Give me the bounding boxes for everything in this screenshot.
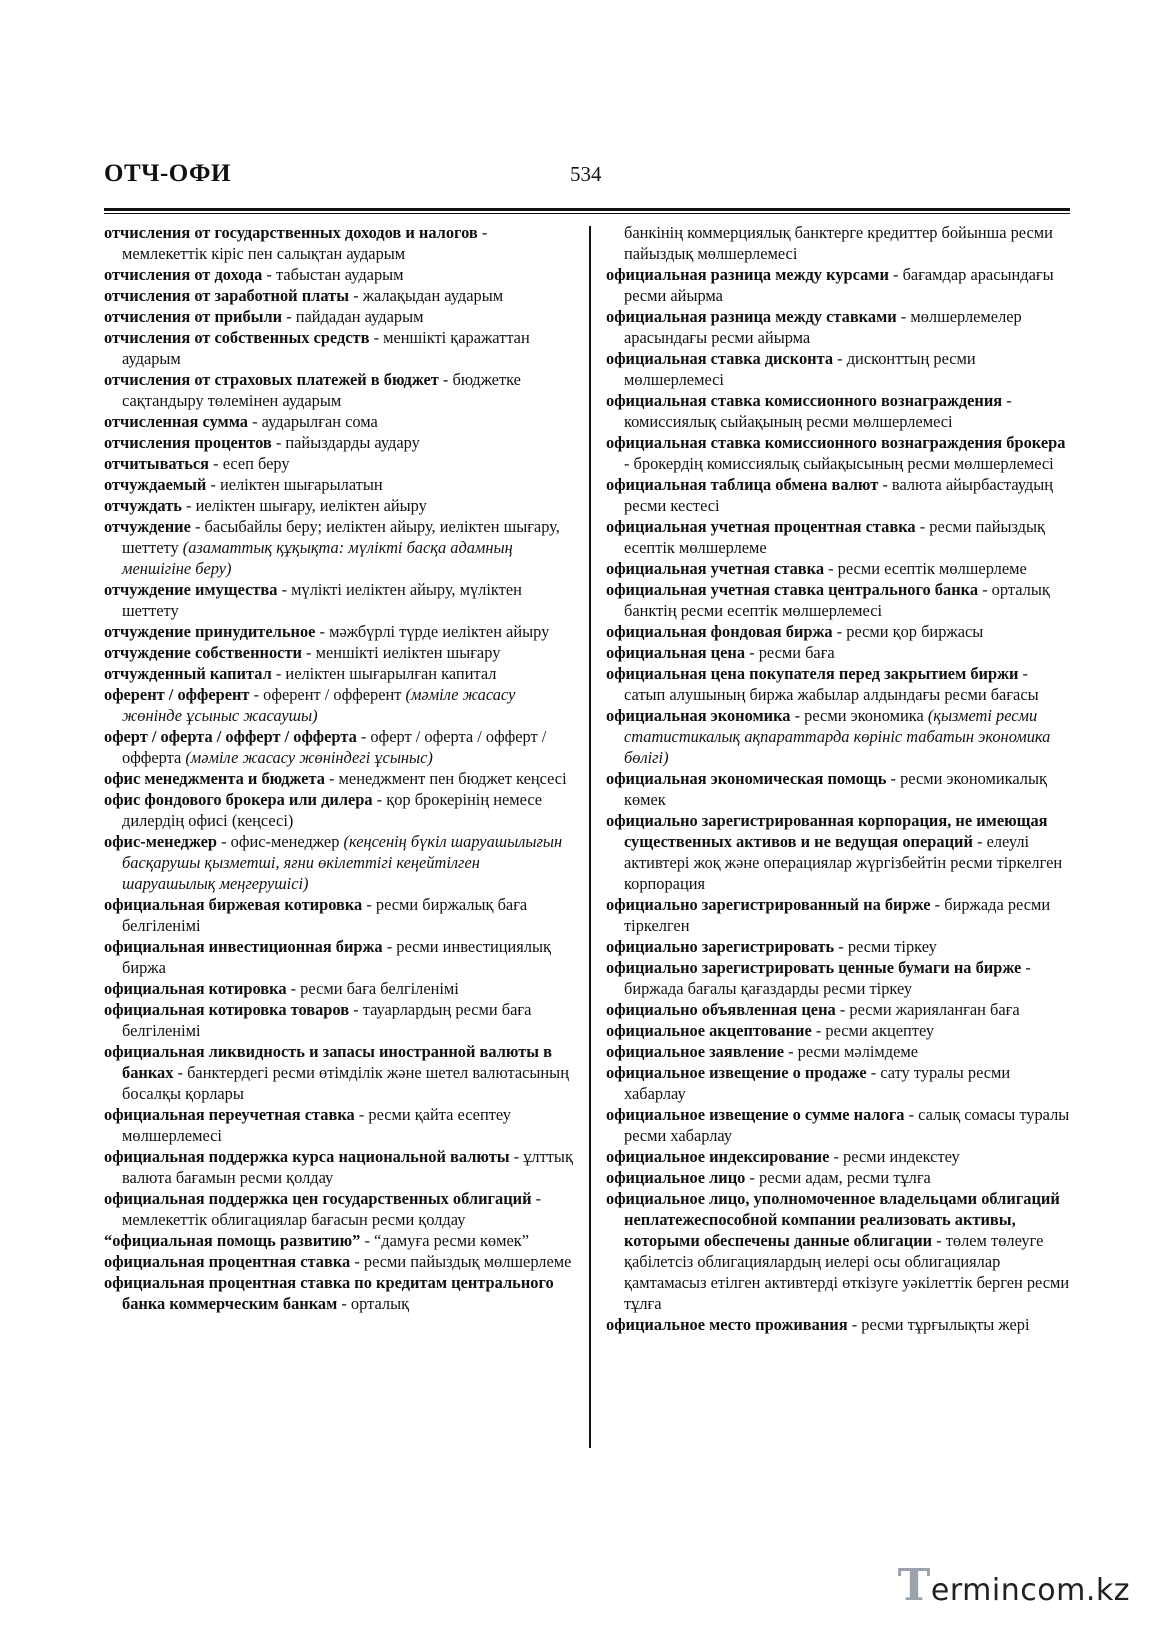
entry-term: официальная учетная ставка <box>606 559 825 578</box>
dictionary-entry <box>104 999 574 1041</box>
entry-term: офис менеджмента и бюджета <box>104 769 325 788</box>
dictionary-entry <box>606 1020 1070 1041</box>
dictionary-entry <box>104 663 574 684</box>
entry-definition: - мүлікті иеліктен айыру, мүліктен шеттету <box>122 580 522 620</box>
dictionary-entry <box>104 369 574 411</box>
dictionary-entry <box>104 1104 574 1146</box>
dictionary-entry <box>606 663 1070 705</box>
entry-definition: - ресми мәлімдеме <box>784 1042 919 1061</box>
entry-term: официально объявленная цена <box>606 1000 836 1019</box>
dictionary-entry <box>606 1146 1070 1167</box>
section-title: ОТЧ-ОФИ <box>104 160 231 187</box>
entry-term: официальное акцептование <box>606 1021 812 1040</box>
dictionary-entry <box>104 726 574 768</box>
entry-definition: - төлем төлеуге қабілетсіз облигациялардың иелері осы облигациялар қамтамасыз етілген активтерді өткізуге уәкілеттік берген ресми тұлға <box>624 1231 1070 1313</box>
entry-note: (мәміле жасасу жөніндегі ұсыныс) <box>185 748 433 767</box>
entry-definition: - жалақыдан аударым <box>349 286 504 305</box>
entry-term: официальная котировка <box>104 979 287 998</box>
entry-term: официальная экономическая помощь <box>606 769 887 788</box>
entry-term: отчуждение <box>104 517 191 536</box>
watermark-letter: T <box>897 1560 931 1611</box>
entry-definition: - бюджетке сақтандыру төлемінен аударым <box>122 370 521 410</box>
entry-definition: - иеліктен шығару, иеліктен айыру <box>181 496 427 515</box>
dictionary-entry <box>104 579 574 621</box>
entry-term: официальная поддержка курса национальной валюты <box>104 1147 510 1166</box>
entry-definition: - мемлекеттік облигациялар бағасын ресми қолдау <box>122 1189 542 1229</box>
dictionary-entry <box>606 705 1070 768</box>
entry-definition: - ресми акцептеу <box>811 1021 935 1040</box>
entry-term: отчисления от страховых платежей в бюджет <box>104 370 439 389</box>
entry-definition: - ресми экономикалық көмек <box>624 769 1047 809</box>
dictionary-entry <box>606 957 1070 999</box>
entry-definition: - менеджмент пен бюджет кеңсесі <box>324 769 567 788</box>
entry-definition: - ресми баға белгіленімі <box>286 979 459 998</box>
entry-definition: - ресми есептік мөлшерлеме <box>824 559 1027 578</box>
entry-term: официальная котировка товаров <box>104 1000 350 1019</box>
entry-definition: - мәжбүрлі түрде иеліктен айыру <box>315 622 550 641</box>
entry-term: отчисления от прибыли <box>104 307 283 326</box>
entry-definition: - офис-менеджер <box>217 832 344 851</box>
entry-term: официальное лицо, уполномоченное владельцами облигаций неплатежеспособной компании реализовать активы, которыми обеспечены данные облигации <box>606 1189 1060 1250</box>
dictionary-entry <box>606 1062 1070 1104</box>
entry-definition: - есеп беру <box>209 454 290 473</box>
entry-definition: - бағамдар арасындағы ресми айырма <box>624 265 1054 305</box>
entry-definition: - оферт / оферта / офферт / офферта <box>122 727 547 767</box>
entry-definition: - меншікті иеліктен шығару <box>301 643 501 662</box>
dictionary-entry <box>104 411 574 432</box>
dictionary-entry <box>104 285 574 306</box>
entry-definition: - дисконттың ресми мөлшерлемесі <box>624 349 976 389</box>
dictionary-entry <box>606 1041 1070 1062</box>
entry-definition: - оферент / офферент <box>249 685 406 704</box>
right-column <box>606 222 1070 1335</box>
dictionary-entry <box>104 1230 574 1251</box>
entry-definition: - пайдадан аударым <box>282 307 424 326</box>
dictionary-entry <box>104 768 574 789</box>
entry-term: официальная цена <box>606 643 746 662</box>
dictionary-entry <box>104 222 574 264</box>
entry-definition: - комиссиялық сыйақының ресми мөлшерлемесі <box>624 391 1012 431</box>
entry-definition: - банктердегі ресми өтімділік және шетел валютасының босалқы қорлары <box>122 1063 569 1103</box>
entry-definition: - биржада бағалы қағаздарды ресми тіркеу <box>624 958 1031 998</box>
entry-term: официальная процентная ставка <box>104 1252 351 1271</box>
entry-term: официальное индексирование <box>606 1147 830 1166</box>
entry-definition: - ресми тұрғылықты жері <box>847 1315 1030 1334</box>
dictionary-entry <box>104 1188 574 1230</box>
entry-definition: - қор брокерінің немесе дилердің офисі (кеңсесі) <box>122 790 543 830</box>
entry-term: отчужденный капитал <box>104 664 272 683</box>
entry-definition: - мөлшерлемелер арасындағы ресми айырма <box>624 307 1022 347</box>
entry-term: отчитываться <box>104 454 210 473</box>
entry-term: официально зарегистрированный на бирже <box>606 895 931 914</box>
entry-term: официальная ставка дисконта <box>606 349 834 368</box>
entry-definition: - ресми баға <box>745 643 835 662</box>
entry-term: официальная поддержка цен государственных облигаций <box>104 1189 532 1208</box>
dictionary-entry <box>606 306 1070 348</box>
entry-term: официально зарегистрировать ценные бумаги на бирже <box>606 958 1022 977</box>
entry-term: оферент / офферент <box>104 685 250 704</box>
entry-term: официально зарегистрированная корпорация, не имеющая существенных активов и не ведущая операций <box>606 811 1048 851</box>
watermark-name: ermincom <box>930 1573 1086 1608</box>
dictionary-entry <box>104 1251 574 1272</box>
entry-term: официальное извещение о сумме налога <box>606 1105 905 1124</box>
entry-term: официальная учетная ставка центрального банка <box>606 580 979 599</box>
dictionary-entry <box>104 432 574 453</box>
dictionary-entry <box>104 978 574 999</box>
entry-definition: - мемлекеттік кіріс пен салықтан аударым <box>122 223 488 263</box>
entry-term: отчисления от государственных доходов и налогов <box>104 223 478 242</box>
entry-definition: - ресми қайта есептеу мөлшерлемесі <box>122 1105 511 1145</box>
entry-definition: - ресми жарияланған баға <box>835 1000 1020 1019</box>
dictionary-entry <box>606 999 1070 1020</box>
entry-term: отчисления от дохода <box>104 265 263 284</box>
entry-note: (мәміле жасасу жөнінде ұсыныс жасаушы) <box>122 685 516 725</box>
dictionary-entry <box>104 516 574 579</box>
entry-definition: - табыстан аударым <box>262 265 404 284</box>
dictionary-entry <box>606 432 1070 474</box>
dictionary-entry <box>104 684 574 726</box>
entry-note: (азаматтық құқықта: мүлікті басқа адамның меншігіне беру) <box>122 538 513 578</box>
entry-term: официальная учетная процентная ставка <box>606 517 916 536</box>
dictionary-entry <box>104 642 574 663</box>
entry-term: официальная разница между курсами <box>606 265 889 284</box>
dictionary-entry <box>104 474 574 495</box>
entry-term: официальная переучетная ставка <box>104 1105 355 1124</box>
entry-definition: - сату туралы ресми хабарлау <box>624 1063 1011 1103</box>
entry-definition: - биржада ресми тіркелген <box>624 895 1051 935</box>
watermark-domain: .kz <box>1085 1573 1130 1608</box>
entry-term: отчуждение имущества <box>104 580 278 599</box>
entry-definition: - брокердің комиссиялық сыйақысының ресми мөлшерлемесі <box>624 454 1054 473</box>
dictionary-entry <box>104 306 574 327</box>
dictionary-entry <box>606 936 1070 957</box>
entry-term: официальная ставка комиссионного вознаграждения <box>606 391 1003 410</box>
dictionary-entry <box>606 474 1070 516</box>
entry-definition: - аударылған сома <box>247 412 378 431</box>
entry-definition: - басыбайлы беру; иеліктен айыру, иеліктен шығару, шеттету <box>122 517 560 557</box>
left-column <box>104 222 574 1314</box>
entry-definition: - ұлттық валюта бағамын ресми қолдау <box>122 1147 573 1187</box>
dictionary-entry <box>104 495 574 516</box>
entry-definition: - иеліктен шығарылған капитал <box>271 664 497 683</box>
entry-definition: - ресми пайыздық есептік мөлшерлеме <box>624 517 1045 557</box>
dictionary-entry <box>606 348 1070 390</box>
entry-definition: - меншікті қаражаттан аударым <box>122 328 530 368</box>
dictionary-entry <box>606 894 1070 936</box>
entry-term: официальная ликвидность и запасы иностранной валюты в банках <box>104 1042 553 1082</box>
continuation-text: банкінің коммерциялық банктерге кредиттер бойынша ресми пайыздық мөлшерлемесі <box>624 223 1053 263</box>
watermark-logo <box>898 1560 1130 1611</box>
entry-definition: - ресми индекстеу <box>829 1147 960 1166</box>
dictionary-entry <box>606 516 1070 558</box>
entry-note: (кеңсенің бүкіл шаруашылығын басқарушы қызметші, яғни өкілеттігі кеңейтілген шаруашылық меңгерушісі) <box>122 832 563 893</box>
dictionary-entry <box>606 1104 1070 1146</box>
entry-definition: - елеулі активтері жоқ және операциялар жүргізбейтін ресми тіркелген корпорация <box>624 832 1063 893</box>
column-divider <box>589 226 591 1448</box>
dictionary-entry <box>104 1041 574 1104</box>
dictionary-entry <box>606 390 1070 432</box>
entry-definition: - сатып алушының биржа жабылар алдындағы ресми бағасы <box>624 664 1039 704</box>
entry-term: официальное заявление <box>606 1042 784 1061</box>
entry-definition: - пайыздарды аудару <box>271 433 420 452</box>
dictionary-entry <box>104 453 574 474</box>
entry-definition: - ресми тіркеу <box>834 937 937 956</box>
entry-term: отчисленная сумма <box>104 412 248 431</box>
entry-definition: - ресми пайыздық мөлшерлеме <box>350 1252 572 1271</box>
dictionary-entry <box>606 579 1070 621</box>
entry-term: официальная разница между ставками <box>606 307 897 326</box>
entry-definition: - ресми биржалық баға белгіленімі <box>122 895 528 935</box>
entry-term: официальная цена покупателя перед закрытием биржи <box>606 664 1019 683</box>
entry-definition: - ресми экономика <box>790 706 928 725</box>
entry-term: отчуждаемый <box>104 475 207 494</box>
entry-definition: - “дамуға ресми көмек” <box>360 1231 530 1250</box>
dictionary-entry <box>104 789 574 831</box>
entry-definition: - ресми инвестициялық биржа <box>122 937 551 977</box>
entry-definition: - орталық банктің ресми есептік мөлшерлемесі <box>624 580 1050 620</box>
page-number: 534 <box>570 162 602 186</box>
entry-term: отчуждение собственности <box>104 643 302 662</box>
dictionary-entry <box>104 621 574 642</box>
dictionary-entry <box>606 642 1070 663</box>
dictionary-entry <box>104 1272 574 1314</box>
entry-term: отчисления от заработной платы <box>104 286 349 305</box>
entry-term: официальная процентная ставка по кредитам центрального банка коммерческим банкам <box>104 1273 554 1313</box>
dictionary-entry <box>606 264 1070 306</box>
entry-definition: - валюта айырбастаудың ресми кестесі <box>624 475 1054 515</box>
entry-term: официальное место проживания <box>606 1315 848 1334</box>
dictionary-entry <box>104 264 574 285</box>
entry-definition: - салық сомасы туралы ресми хабарлау <box>624 1105 1070 1145</box>
entry-term: отчуждение принудительное <box>104 622 316 641</box>
dictionary-entry <box>104 327 574 369</box>
entry-term: официальная инвестиционная биржа <box>104 937 383 956</box>
entry-term: отчисления процентов <box>104 433 272 452</box>
entry-note: (қызметі ресми статистикалық ақпараттарда көрініс табатын экономика бөлігі) <box>624 706 1051 767</box>
entry-term: официальная биржевая котировка <box>104 895 363 914</box>
dictionary-entry <box>104 831 574 894</box>
entry-term: отчуждать <box>104 496 182 515</box>
entry-term: официальная таблица обмена валют <box>606 475 879 494</box>
entry-term: официальное лицо <box>606 1168 746 1187</box>
entry-definition: - орталық <box>337 1294 410 1313</box>
dictionary-entry <box>606 1314 1070 1335</box>
entry-definition: - тауарлардың ресми баға белгіленімі <box>122 1000 532 1040</box>
header-rule-thin <box>104 213 1070 214</box>
entry-definition: - ресми адам, ресми тұлға <box>745 1168 931 1187</box>
entry-term: официальная ставка комиссионного вознаграждения брокера <box>606 433 1066 452</box>
dictionary-entry <box>606 1167 1070 1188</box>
entry-term: офис фондового брокера или дилера <box>104 790 373 809</box>
dictionary-entry <box>606 558 1070 579</box>
entry-term: оферт / оферта / офферт / офферта <box>104 727 357 746</box>
dictionary-entry <box>606 768 1070 810</box>
entry-definition: - иеліктен шығарылатын <box>206 475 383 494</box>
dictionary-entry <box>104 1146 574 1188</box>
entry-term: официально зарегистрировать <box>606 937 835 956</box>
dictionary-entry <box>104 894 574 936</box>
dictionary-entry <box>104 936 574 978</box>
header-rule <box>104 208 1070 211</box>
dictionary-entry <box>606 621 1070 642</box>
entry-definition: - ресми қор биржасы <box>832 622 984 641</box>
entry-term: “официальная помощь развитию” <box>104 1231 361 1250</box>
entry-term: официальное извещение о продаже <box>606 1063 867 1082</box>
entry-term: официальная экономика <box>606 706 791 725</box>
dictionary-entry <box>606 810 1070 894</box>
entry-term: офис-менеджер <box>104 832 218 851</box>
entry-term: отчисления от собственных средств <box>104 328 370 347</box>
entry-term: официальная фондовая биржа <box>606 622 833 641</box>
dictionary-entry <box>606 1188 1070 1314</box>
